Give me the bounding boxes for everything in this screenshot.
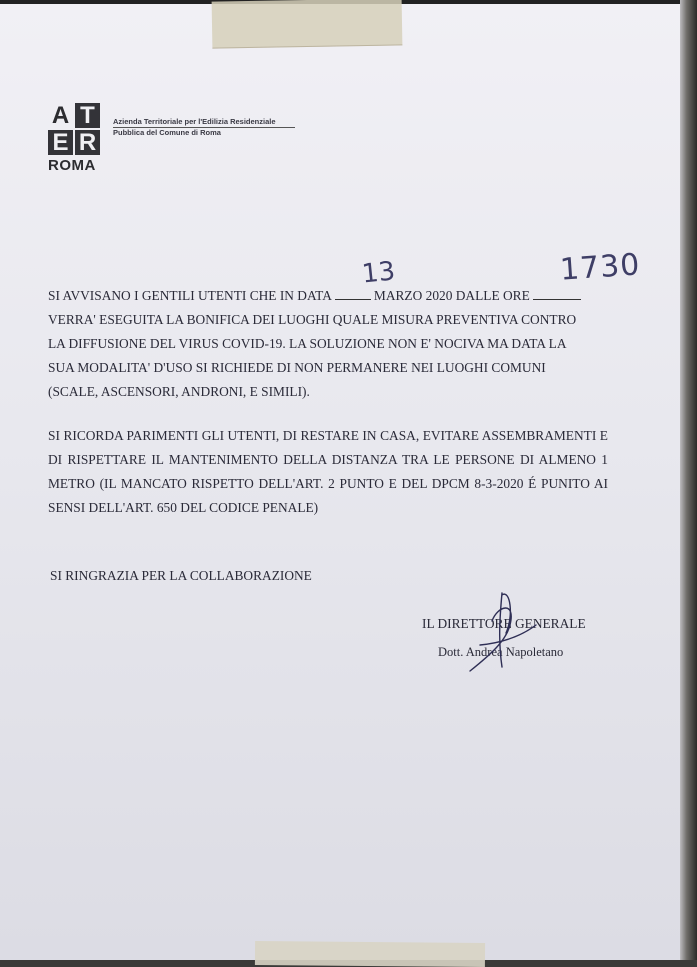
wall-edge bbox=[680, 0, 697, 960]
notice-paragraph-1 bbox=[48, 284, 618, 404]
logo-city: ROMA bbox=[48, 157, 96, 174]
tape-bottom bbox=[255, 941, 485, 967]
notice-line-1-start: SI AVVISANO I GENTILI UTENTI CHE IN DATA bbox=[48, 288, 332, 303]
organization-name bbox=[113, 117, 295, 137]
date-blank bbox=[335, 299, 371, 300]
handwritten-day: 13 bbox=[360, 256, 397, 290]
notice-line-3: LA DIFFUSIONE DEL VIRUS COVID-19. LA SOLUZIONE NON E' NOCIVA MA DATA LA bbox=[48, 336, 567, 351]
time-blank bbox=[533, 299, 581, 300]
notice-line-1-end: MARZO 2020 DALLE ORE bbox=[373, 288, 530, 303]
organization-line-2: Pubblica del Comune di Roma bbox=[113, 128, 221, 137]
notice-paragraph-2: SI RICORDA PARIMENTI GLI UTENTI, DI RESTARE IN CASA, EVITARE ASSEMBRAMENTI E DI RISPETTARE IL MANTENIMENTO DELLA DISTANZA TRA LE PERSONE DI ALMENO 1 METRO (IL MANCATO RISPETTO DELL'ART. 2 PUNTO E DEL DPCM 8-3-2020 É PUNITO AI SENSI DELL'ART. 650 DEL CODICE PENALE) bbox=[48, 428, 608, 515]
logo-letter-t: T bbox=[75, 103, 100, 128]
notice-line-2: VERRA' ESEGUITA LA BONIFICA DEI LUOGHI QUALE MISURA PREVENTIVA CONTRO bbox=[48, 312, 577, 327]
ater-logo bbox=[48, 103, 100, 174]
notice-paragraph-3: SI RINGRAZIA PER LA COLLABORAZIONE bbox=[50, 568, 312, 583]
logo-letter-e: E bbox=[48, 130, 73, 155]
notice-line-5: (SCALE, ASCENSORI, ANDRONI, E SIMILI). bbox=[48, 384, 310, 399]
signature-name: Dott. Andrea Napoletano bbox=[438, 645, 564, 659]
logo-letter-r: R bbox=[75, 130, 100, 155]
handwritten-signature bbox=[440, 585, 560, 680]
logo-letter-a: A bbox=[51, 101, 70, 129]
notice-line-4: SUA MODALITA' D'USO SI RICHIEDE DI NON PERMANERE NEI LUOGHI COMUNI bbox=[48, 360, 546, 375]
organization-line-1: Azienda Territoriale per l'Edilizia Residenziale bbox=[113, 117, 295, 128]
logo-letters bbox=[48, 103, 100, 155]
handwritten-time: 1730 bbox=[558, 247, 642, 288]
signature-title: IL DIRETTORE GENERALE bbox=[422, 616, 586, 631]
notice-line-1 bbox=[48, 284, 618, 308]
tape-top bbox=[212, 0, 403, 49]
